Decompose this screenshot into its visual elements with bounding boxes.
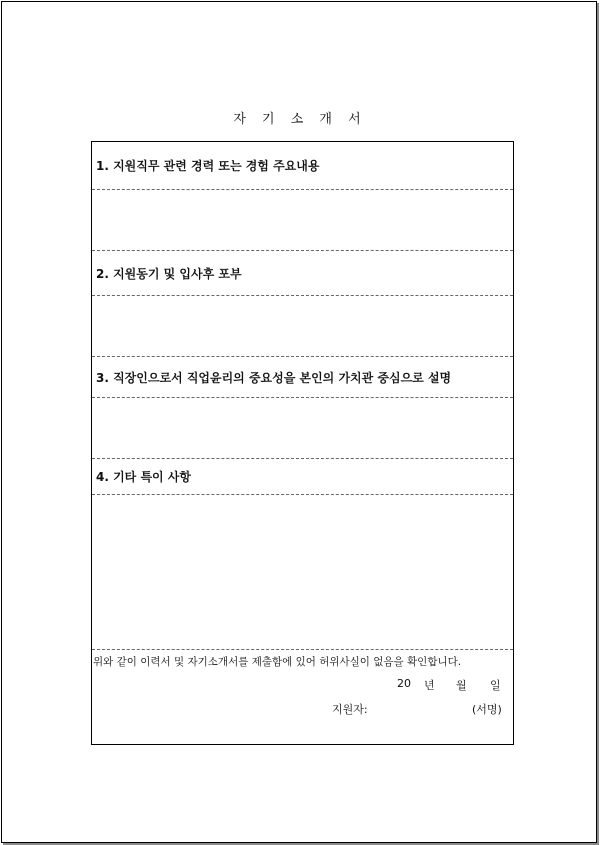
section-3-heading [92, 357, 513, 398]
section-1-body[interactable] [92, 190, 513, 251]
section-2-heading-text: 2. 지원동기 및 입사후 포부 [96, 266, 242, 281]
section-2-body[interactable] [92, 296, 513, 357]
document-title: 자 기 소 개 서 [233, 112, 367, 127]
self-introduction-form [91, 141, 514, 745]
applicant-label: 지원자: [332, 703, 368, 716]
section-4-heading-text: 4. 기타 특이 사항 [96, 470, 191, 484]
declaration-text: 위와 같이 이력서 및 자기소개서를 제출함에 있어 허위사실이 없음을 확인합니다. [93, 656, 462, 668]
section-3-heading-text: 3. 직장인으로서 직업윤리의 중요성을 본인의 가치관 중심으로 설명 [96, 370, 452, 385]
section-2-heading [92, 251, 513, 296]
section-1-heading-text: 1. 지원직무 관련 경력 또는 경험 주요내용 [96, 159, 320, 173]
section-4-heading [92, 459, 513, 495]
page-shadow-right [597, 3, 599, 845]
date-day-unit: 일 [490, 679, 501, 692]
section-1-heading [92, 142, 513, 190]
section-3-body[interactable] [92, 398, 513, 459]
date-year-unit: 년 [424, 679, 435, 692]
signature-label[interactable]: (서명) [472, 703, 502, 716]
date-year: 20 [397, 677, 411, 690]
section-4-body[interactable] [92, 495, 513, 650]
date-month-unit: 월 [456, 679, 467, 692]
